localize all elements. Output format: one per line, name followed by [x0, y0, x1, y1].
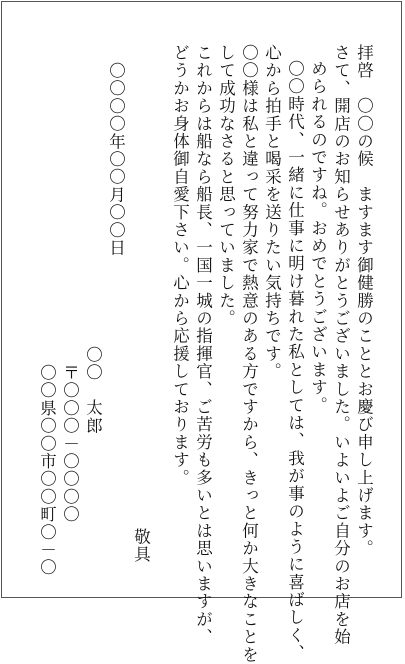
body-line-7: これからは船なら船長、一国一城の指揮官、ご苦労も多いとは思いますが、 — [193, 44, 213, 646]
body-line-4: 心から拍手と喝采を送りたい気持ちです。 — [262, 44, 282, 381]
letter-page — [1, 1, 402, 664]
sender-name: 〇〇 太郎 — [83, 346, 103, 435]
body-line-6: して成功なさると思っていました。 — [216, 44, 236, 328]
letter-date: 〇〇〇〇年〇〇月〇〇日 — [106, 62, 126, 257]
greeting-space — [355, 79, 374, 97]
greeting: 拝啓 — [354, 44, 374, 80]
greeting-space-2 — [355, 168, 374, 186]
body-line-3: 〇〇時代、一緒に仕事に明け暮れた私としては、我が事のように喜ばしく、 — [285, 60, 305, 662]
body-line-1: さて、開店のお知らせありがとうございました。いよいよご自分のお店を始 — [331, 44, 351, 646]
closing: 敬具 — [131, 528, 151, 564]
body-line-8: どうかお身体御自愛下さい。心から応援しております。 — [170, 44, 190, 487]
postal-code: 〒〇〇〇－〇〇〇〇 — [60, 364, 80, 524]
greeting-line — [355, 44, 372, 557]
body-line-5: 〇〇様は私と違って努力家で熱意のある方ですから、きっと何か大きなことを — [239, 44, 259, 664]
addressee: 〇〇の候 — [354, 97, 374, 168]
sender-address: 〇〇県〇〇市〇〇町〇－〇 — [37, 364, 57, 577]
body-line-2: められるのですね。おめでとうございます。 — [308, 60, 328, 414]
opening: ますます御健勝のこととお慶び申し上げます。 — [354, 185, 374, 558]
